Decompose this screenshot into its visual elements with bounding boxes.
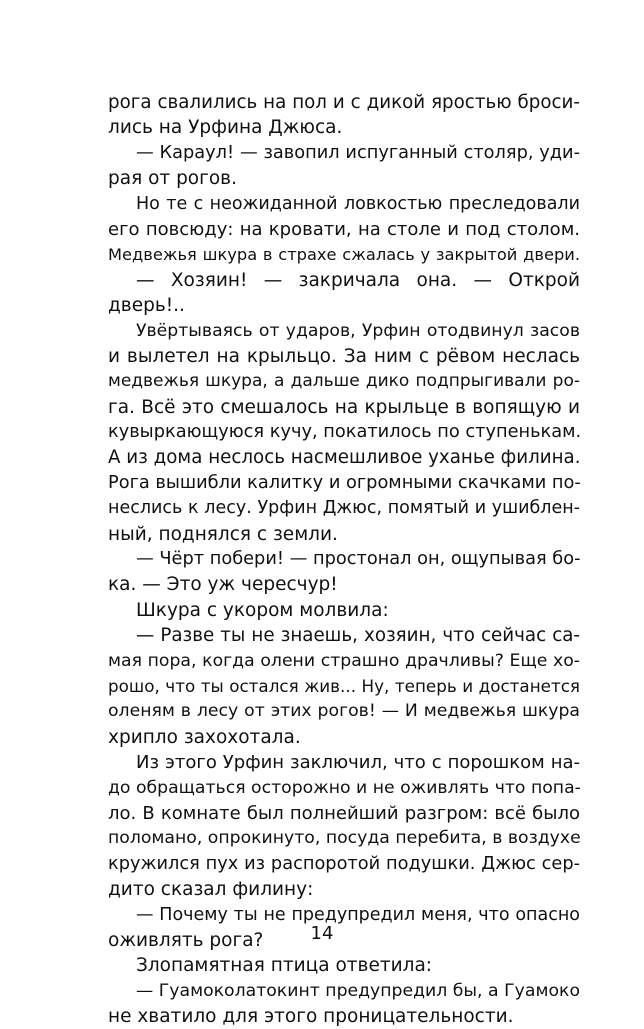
text-line: его повсюду: на кровати, на столе и под столом. <box>108 218 580 240</box>
text-line: — Гуамоколатокинт предупредил бы, а Гуамоко <box>136 980 580 1001</box>
text-line: ный, поднялся с земли. <box>108 523 338 545</box>
text-line: — Хозяин! — закричала она. — Открой <box>136 269 580 291</box>
text-line: неслись к лесу. Урфин Джюс, помятый и ушиблен- <box>108 498 580 519</box>
text-line: — Разве ты не знаешь, хозяин, что сейчас са- <box>136 625 580 647</box>
text-line: Увёртываясь от ударов, Урфин отодвинул засов <box>136 320 580 341</box>
text-line: поломано, опрокинуто, посуда перебита, в воздухе <box>108 828 581 849</box>
text-line: Рога вышибли калитку и огромными скачками по- <box>108 472 581 493</box>
text-line: рошо, что ты остался жив... Ну, теперь и достанется <box>108 675 580 696</box>
text-line: оживлять рога? <box>108 929 264 951</box>
text-line: кувыркающуюся кучу, покатилось по ступенькам. <box>108 422 582 443</box>
text-line: рога свалились на пол и с дикой яростью броси- <box>108 92 580 113</box>
text-line: не хватило для этого проницательности. <box>108 1006 514 1028</box>
text-line: — Караул! — завопил испуганный столяр, уди- <box>136 142 580 163</box>
text-line: медвежья шкура, а дальше дико подпрыгивали ро- <box>108 371 580 392</box>
text-line: Медвежья шкура в страхе сжалась у закрытой двери. <box>108 245 580 265</box>
text-line: кружился пух из распоротой подушки. Джюс сер- <box>108 853 580 874</box>
text-line: лись на Урфина Джюса. <box>108 117 343 139</box>
body-text <box>108 90 580 1029</box>
text-line: и вылетел на крыльцо. За ним с рёвом неслась <box>108 345 580 367</box>
text-line: Злопамятная птица ответила: <box>136 955 433 977</box>
text-line: Из этого Урфин заключил, что с порошком на- <box>136 752 580 774</box>
text-line: га. Всё это смешалось на крыльце в вопящую и <box>108 396 580 418</box>
text-line: дито сказал филину: <box>108 879 314 901</box>
page-number: 14 <box>310 923 334 944</box>
text-line: рая от рогов. <box>108 168 237 190</box>
text-line: А из дома неслось насмешливое уханье филина. <box>108 447 581 469</box>
text-line: дверь!.. <box>108 295 185 317</box>
text-line: — Почему ты не предупредил меня, что опасно <box>136 904 580 925</box>
text-line: Шкура с укором молвила: <box>136 599 389 621</box>
text-line: ло. В комнате был полнейший разгром: всё было <box>108 802 580 824</box>
text-line: ка. — Это уж чересчур! <box>108 574 338 596</box>
text-line: Но те с неожиданной ловкостью преследовали <box>136 193 580 214</box>
text-line: хрипло захохотала. <box>108 726 301 748</box>
text-line: оленям в лесу от этих рогов! — И медвежья шкура <box>108 701 580 722</box>
text-line: мая пора, когда олени страшно драчливы? Еще хо- <box>108 650 580 671</box>
text-line: — Чёрт побери! — простонал он, ощупывая бо- <box>136 549 581 570</box>
text-line: до обращаться осторожно и не оживлять что попа- <box>108 777 581 798</box>
